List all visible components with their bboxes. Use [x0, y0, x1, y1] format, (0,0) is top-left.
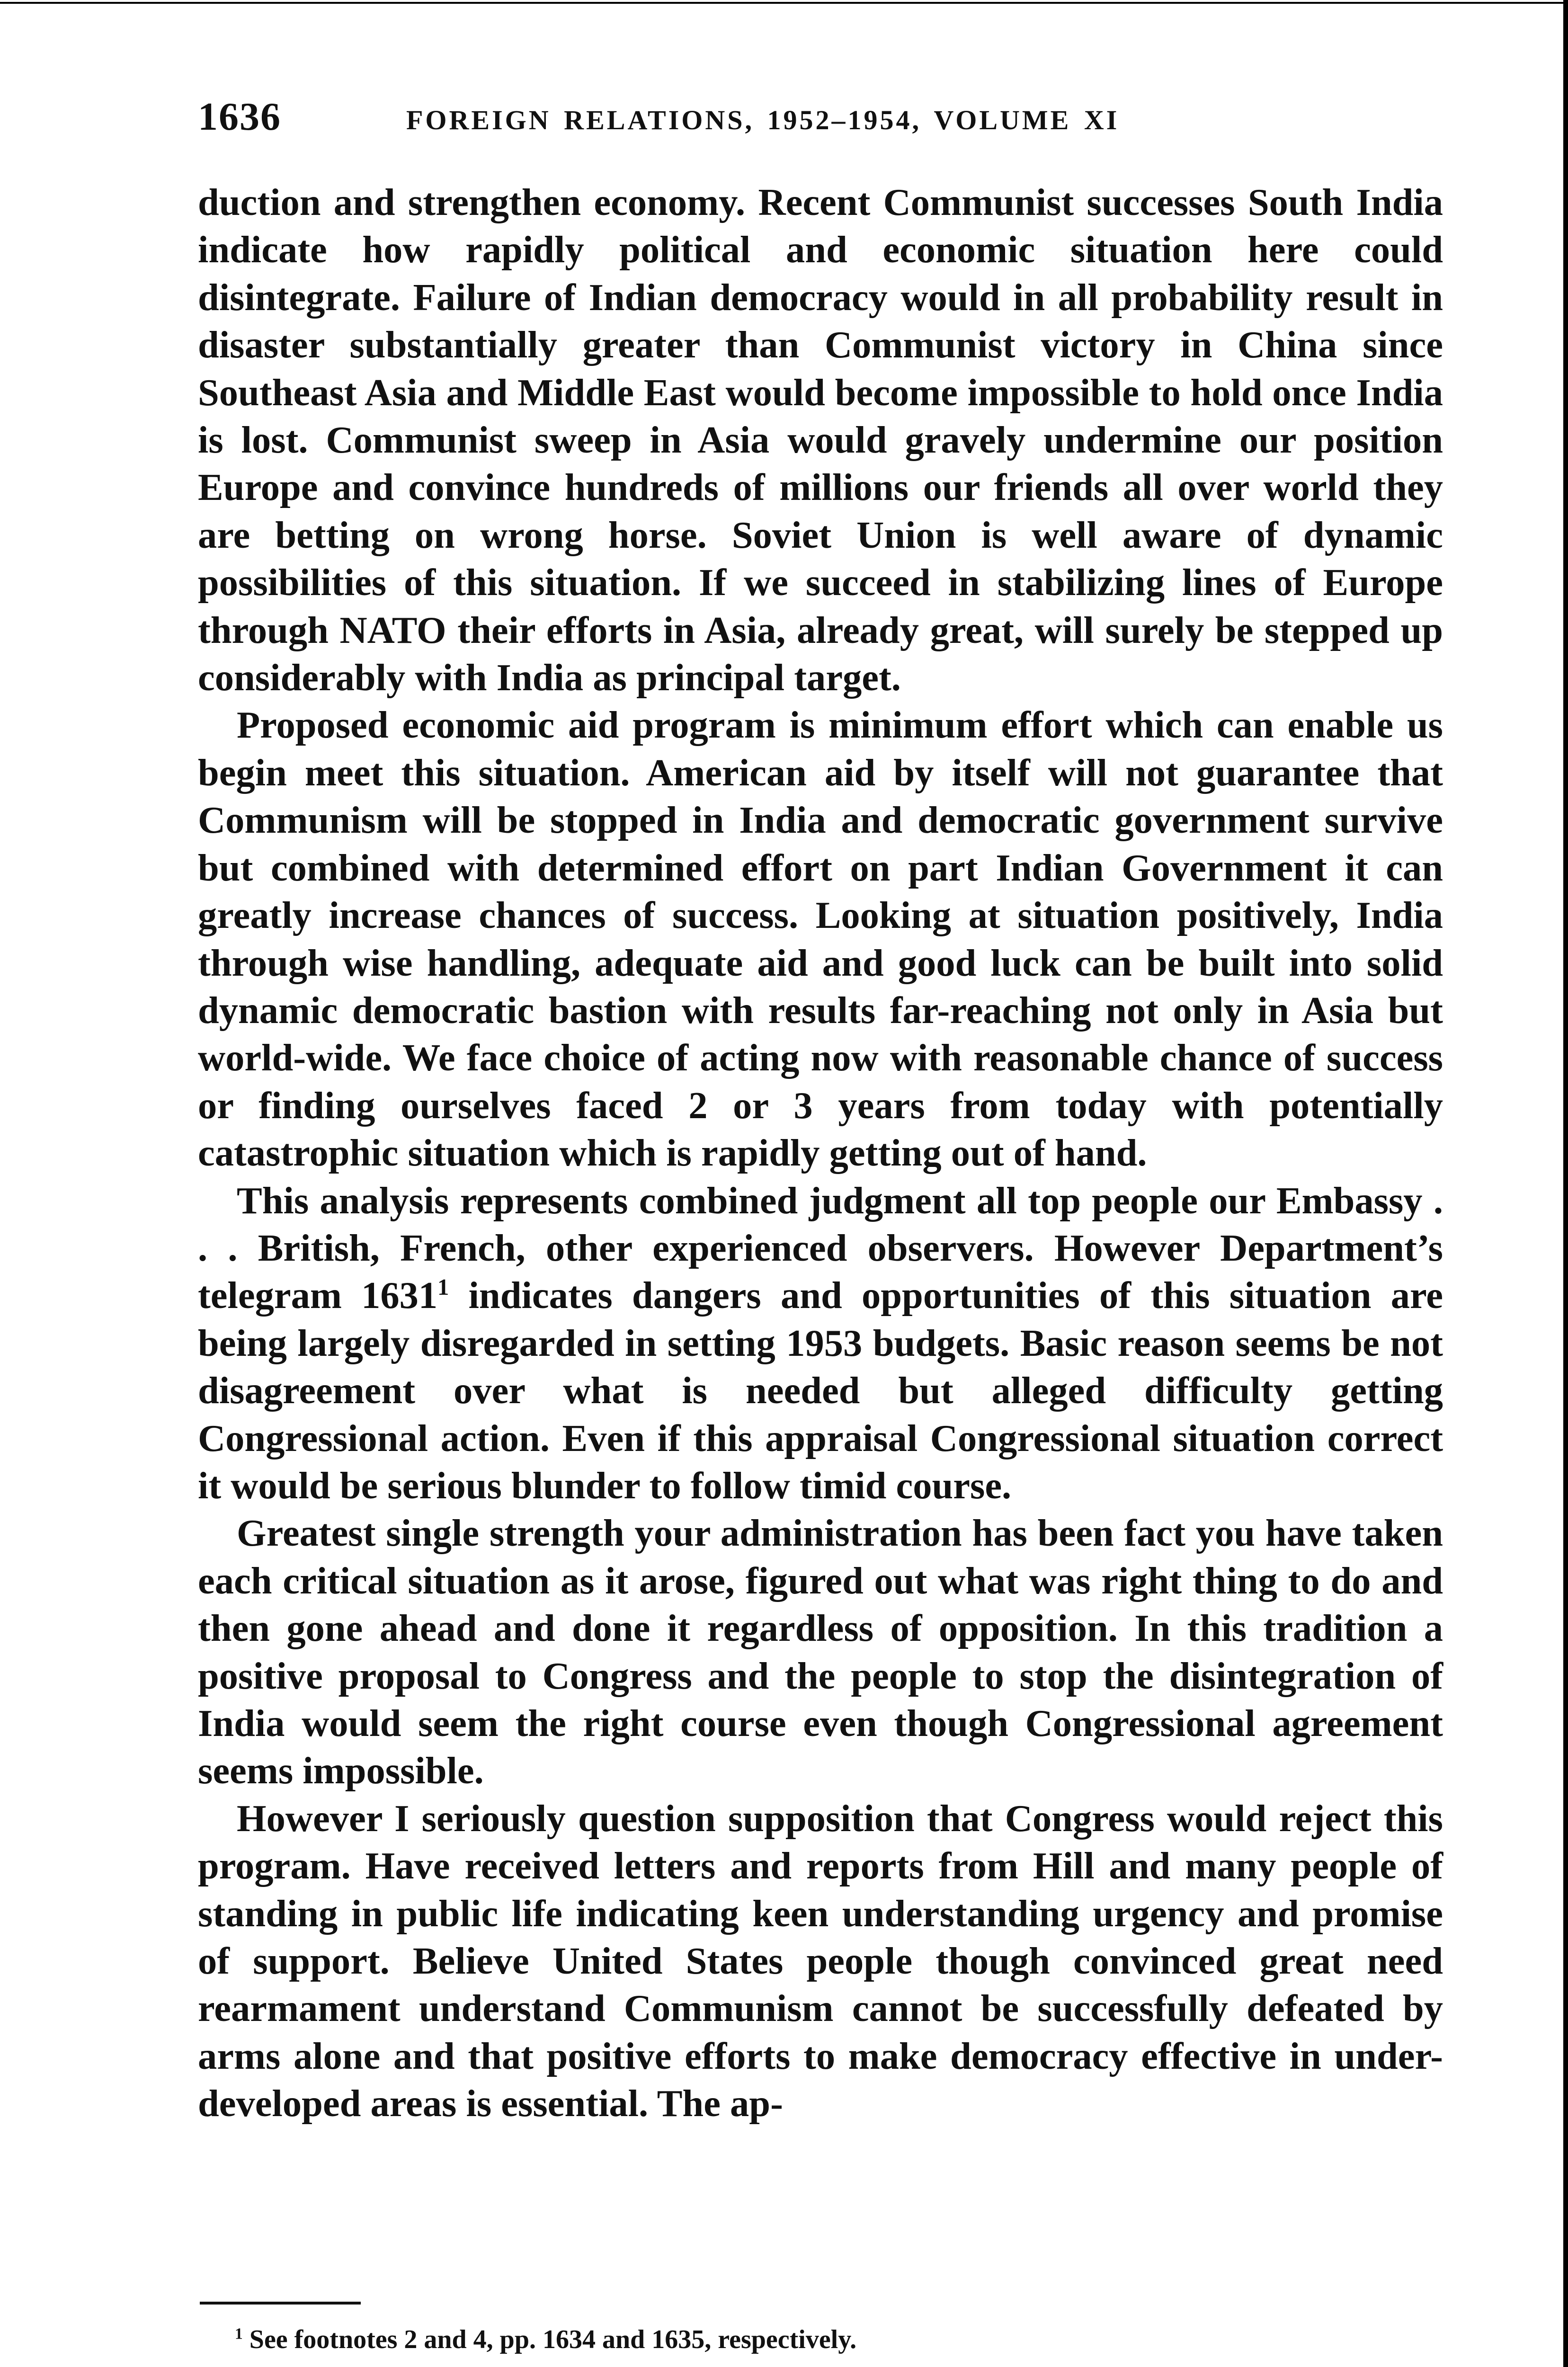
footnote-divider	[200, 2302, 361, 2305]
page-number: 1636	[198, 95, 281, 139]
paragraph-analysis	[198, 1177, 1443, 1510]
paragraph-continued: duction and strengthen economy. Recent Communist successes South India indicate how rapidly political and economic situation here could disintegrate. Failure of Indian democracy would in all probability result in disaster substantially greater than Communist victory in China since Southeast Asia and Middle East would become impossible to hold once India is lost. Communist sweep in Asia would gravely undermine our position Europe and convince hundreds of millions our friends all over world they are betting on wrong horse. Soviet Union is well aware of dynamic possibilities of this situation. If we succeed in stabilizing lines of Europe through NATO their efforts in Asia, already great, will surely be stepped up considerably with India as principal target.	[198, 181, 1443, 699]
right-border-line	[1563, 0, 1568, 2367]
paragraph-analysis-text-b: indicates dangers and opportunities of this situation are being largely disregarded in setting 1953 budgets. Basic reason seems be not disagreement over what is needed but alleged difficulty getting Congressional action. Even if this appraisal Congressional situation correct it would be serious blunder to follow timid course.	[198, 1274, 1443, 1507]
top-border-line	[0, 2, 1568, 4]
paragraph-analysis-text-a: This analysis represents combined judgment all top people our Embassy . . . British, French, other experienced observers. However Department’s telegram 1631	[198, 1179, 1443, 1317]
paragraph-strength: Greatest single strength your administration has been fact you have taken each critical situation as it arose, figured out what was right thing to do and then gone ahead and done it regardless of opposition. In this tradition a positive proposal to Congress and the people to stop the disintegration of India would seem the right course even though Congressional agreement seems impossible.	[198, 1512, 1443, 1792]
running-head	[198, 94, 1448, 146]
body-text	[198, 179, 1443, 2128]
running-title: FOREIGN RELATIONS, 1952–1954, VOLUME XI	[406, 105, 1120, 135]
footnote-reference[interactable]: 1	[437, 1275, 449, 1300]
footnote-text: See footnotes 2 and 4, pp. 1634 and 1635, respectively.	[242, 2325, 857, 2354]
footnote-marker: 1	[235, 2325, 243, 2343]
paragraph-congress: However I seriously question supposition that Congress would reject this program. Have received letters and reports from Hill and many people of standing in public life indicating keen understanding urgency and promise of support. Believe United States people though convinced great need rearmament understand Communism cannot be successfully defeated by arms alone and that positive efforts to make democracy effective in under-developed areas is essential. The ap-	[198, 1797, 1443, 2125]
footnote	[235, 2323, 1418, 2357]
paragraph-economic-aid: Proposed economic aid program is minimum effort which can enable us begin meet this situation. American aid by itself will not guarantee that Communism will be stopped in India and democratic government survive but combined with determined effort on part Indian Government it can greatly increase chances of success. Looking at situation positively, India through wise handling, adequate aid and good luck can be built into solid dynamic democratic bastion with results far-reaching not only in Asia but world-wide. We face choice of acting now with reasonable chance of success or finding ourselves faced 2 or 3 years from today with potentially catastrophic situation which is rapidly getting out of hand.	[198, 704, 1443, 1175]
